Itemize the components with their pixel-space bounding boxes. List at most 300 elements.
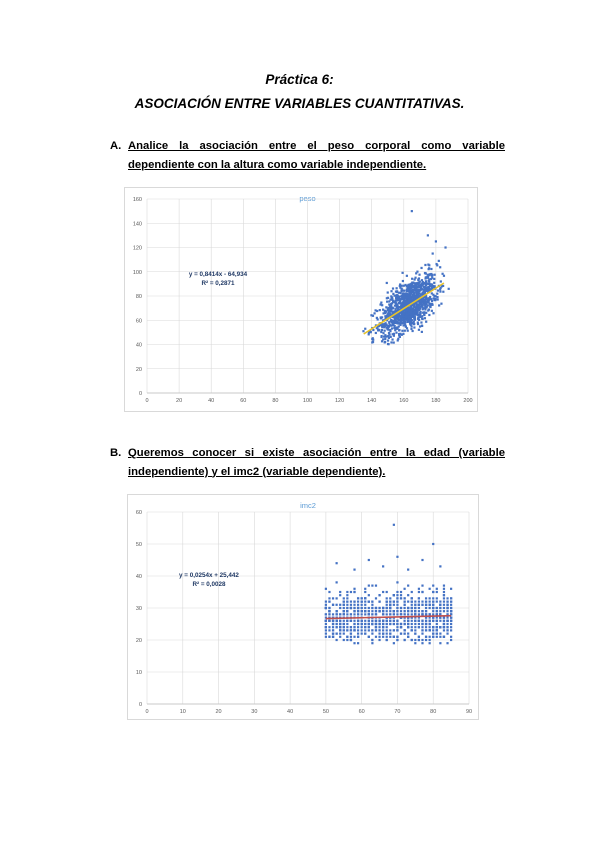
scatter-point (432, 604, 434, 606)
scatter-point (406, 275, 408, 277)
scatter-point (339, 633, 341, 635)
scatter-point (404, 629, 406, 631)
scatter-point (429, 636, 431, 638)
scatter-point (418, 588, 420, 590)
scatter-point (371, 607, 373, 609)
chart-imc2-equation-box (174, 571, 244, 589)
x-tick-label: 20 (215, 709, 222, 715)
scatter-point (353, 610, 355, 612)
scatter-point (427, 280, 429, 282)
scatter-point (423, 314, 425, 316)
scatter-point (396, 295, 398, 297)
scatter-point (368, 607, 370, 609)
scatter-point (364, 633, 366, 635)
scatter-point (393, 341, 395, 343)
scatter-point (407, 633, 409, 635)
scatter-point (450, 597, 452, 599)
scatter-point (432, 601, 434, 603)
scatter-point (346, 623, 348, 625)
scatter-point (421, 613, 423, 615)
scatter-point (405, 316, 407, 318)
scatter-point (346, 610, 348, 612)
scatter-point (353, 629, 355, 631)
question-b (110, 444, 505, 481)
scatter-point (336, 610, 338, 612)
scatter-point (436, 588, 438, 590)
scatter-point (436, 633, 438, 635)
scatter-point (406, 302, 408, 304)
scatter-point (450, 607, 452, 609)
scatter-point (433, 282, 435, 284)
x-tick-label: 160 (399, 398, 409, 404)
scatter-point (364, 597, 366, 599)
scatter-point (343, 610, 345, 612)
scatter-point (418, 295, 420, 297)
scatter-point (438, 260, 440, 262)
scatter-point (346, 594, 348, 596)
scatter-point (411, 639, 413, 641)
scatter-point (400, 597, 402, 599)
scatter-point (396, 613, 398, 615)
scatter-point (436, 636, 438, 638)
scatter-point (450, 636, 452, 638)
scatter-point (386, 623, 388, 625)
scatter-point (403, 317, 405, 319)
scatter-point (357, 607, 359, 609)
scatter-point (443, 626, 445, 628)
scatter-point (432, 585, 434, 587)
scatter-point (364, 623, 366, 625)
scatter-point (371, 633, 373, 635)
scatter-point (429, 620, 431, 622)
chart-imc2-svg (128, 495, 478, 719)
scatter-point (393, 311, 395, 313)
scatter-point (384, 336, 386, 338)
scatter-point (325, 604, 327, 606)
scatter-point (414, 277, 416, 279)
scatter-point (402, 301, 404, 303)
scatter-point (392, 322, 394, 324)
scatter-point (357, 633, 359, 635)
scatter-point (411, 601, 413, 603)
scatter-point (411, 623, 413, 625)
scatter-point (446, 604, 448, 606)
scatter-point (446, 620, 448, 622)
scatter-point (421, 623, 423, 625)
scatter-point (418, 591, 420, 593)
scatter-point (328, 620, 330, 622)
x-tick-label: 90 (465, 709, 473, 715)
scatter-point (403, 311, 405, 313)
scatter-point (400, 626, 402, 628)
scatter-point (414, 601, 416, 603)
scatter-point (389, 636, 391, 638)
scatter-point (386, 301, 388, 303)
scatter-point-outlier (368, 559, 370, 561)
scatter-point (422, 284, 424, 286)
scatter-point (325, 623, 327, 625)
scatter-point (375, 607, 377, 609)
scatter-point (375, 626, 377, 628)
scatter-point (364, 610, 366, 612)
x-tick-label: 80 (272, 398, 279, 404)
scatter-point (396, 639, 398, 641)
scatter-point (368, 601, 370, 603)
scatter-point (404, 639, 406, 641)
scatter-point (406, 327, 408, 329)
scatter-point (336, 597, 338, 599)
scatter-point (343, 633, 345, 635)
x-tick-label: 80 (430, 709, 437, 715)
scatter-point (446, 642, 448, 644)
scatter-point (328, 610, 330, 612)
x-tick-label: 50 (322, 709, 329, 715)
scatter-point (343, 607, 345, 609)
scatter-point (332, 604, 334, 606)
scatter-point (411, 607, 413, 609)
scatter-point (364, 601, 366, 603)
scatter-point (357, 629, 359, 631)
scatter-point (425, 623, 427, 625)
scatter-point (346, 636, 348, 638)
scatter-point (386, 629, 388, 631)
scatter-point (421, 302, 423, 304)
scatter-point (446, 601, 448, 603)
scatter-point (325, 601, 327, 603)
scatter-point (416, 308, 418, 310)
scatter-point (425, 280, 427, 282)
scatter-point (431, 286, 433, 288)
scatter-point (410, 324, 412, 326)
scatter-point (407, 623, 409, 625)
scatter-point (437, 298, 439, 300)
scatter-point (411, 613, 413, 615)
scatter-point (361, 633, 363, 635)
practice-subtitle: ASOCIACIÓN ENTRE VARIABLES CUANTITATIVAS. (134, 96, 465, 111)
scatter-point (429, 642, 431, 644)
scatter-point (427, 309, 429, 311)
y-tick-label: 120 (132, 245, 142, 252)
x-tick-label: 70 (394, 709, 401, 715)
scatter-point (393, 295, 395, 297)
scatter-point (357, 626, 359, 628)
scatter-point-outlier (432, 543, 434, 545)
scatter-point (381, 329, 383, 331)
scatter-point (389, 597, 391, 599)
scatter-point (441, 273, 443, 275)
scatter-point (443, 604, 445, 606)
scatter-point (396, 623, 398, 625)
x-tick-label: 20 (176, 398, 183, 404)
scatter-point (361, 607, 363, 609)
scatter-point (450, 617, 452, 619)
scatter-point (418, 607, 420, 609)
y-tick-label: 100 (132, 269, 142, 276)
scatter-point (375, 309, 377, 311)
scatter-point (336, 639, 338, 641)
scatter-point (432, 629, 434, 631)
scatter-point (384, 341, 386, 343)
scatter-point (382, 613, 384, 615)
scatter-point (350, 633, 352, 635)
scatter-point (421, 639, 423, 641)
scatter-point (339, 636, 341, 638)
scatter-point (368, 620, 370, 622)
scatter-point (411, 597, 413, 599)
chart-peso-r2: R² = 0,2871 (201, 280, 235, 287)
scatter-point (332, 620, 334, 622)
scatter-point (389, 604, 391, 606)
scatter-point (325, 633, 327, 635)
scatter-point (408, 285, 410, 287)
scatter-point (436, 613, 438, 615)
scatter-point (346, 604, 348, 606)
scatter-point (371, 610, 373, 612)
scatter-point (425, 306, 427, 308)
scatter-point (391, 338, 393, 340)
scatter-point (404, 610, 406, 612)
scatter-point (432, 633, 434, 635)
scatter-point (421, 629, 423, 631)
scatter-point (443, 588, 445, 590)
scatter-point (412, 330, 414, 332)
scatter-point (407, 610, 409, 612)
scatter-point-outlier (393, 524, 395, 526)
scatter-point (332, 597, 334, 599)
scatter-point (389, 330, 391, 332)
scatter-point (380, 316, 382, 318)
scatter-point (361, 620, 363, 622)
scatter-point (404, 324, 406, 326)
scatter-point (386, 591, 388, 593)
scatter-point (380, 331, 382, 333)
scatter-point (350, 639, 352, 641)
scatter-point (397, 308, 399, 310)
scatter-point (396, 591, 398, 593)
scatter-point (339, 623, 341, 625)
scatter-point (427, 276, 429, 278)
x-tick-label: 10 (179, 709, 186, 715)
scatter-point (410, 328, 412, 330)
scatter-point (386, 636, 388, 638)
scatter-point-outlier (407, 569, 409, 571)
scatter-point (378, 610, 380, 612)
scatter-point (396, 629, 398, 631)
scatter-point (336, 581, 338, 583)
scatter-point (401, 296, 403, 298)
scatter-point (350, 601, 352, 603)
scatter-point (325, 620, 327, 622)
scatter-point (436, 607, 438, 609)
scatter-point (414, 623, 416, 625)
scatter-point (378, 601, 380, 603)
scatter-point (404, 604, 406, 606)
scatter-point (393, 629, 395, 631)
scatter-point (417, 285, 419, 287)
scatter-point (400, 623, 402, 625)
x-tick-label: 40 (287, 709, 294, 715)
scatter-point (392, 333, 394, 335)
scatter-point (378, 607, 380, 609)
scatter-point (419, 289, 421, 291)
scatter-point (425, 610, 427, 612)
scatter-point (450, 601, 452, 603)
scatter-point (425, 312, 427, 314)
scatter-point (416, 311, 418, 313)
scatter-point (429, 639, 431, 641)
scatter-point (350, 613, 352, 615)
scatter-point (390, 303, 392, 305)
scatter-point (350, 636, 352, 638)
scatter-point (428, 264, 430, 266)
scatter-point (429, 613, 431, 615)
scatter-point (443, 610, 445, 612)
scatter-point (375, 636, 377, 638)
scatter-point (411, 629, 413, 631)
scatter-point (450, 610, 452, 612)
scatter-point (421, 626, 423, 628)
scatter-point (443, 607, 445, 609)
scatter-point (404, 620, 406, 622)
scatter-point (409, 288, 411, 290)
scatter-point (375, 332, 377, 334)
scatter-point (382, 629, 384, 631)
scatter-point (386, 282, 388, 284)
scatter-point (420, 312, 422, 314)
scatter-point (362, 330, 364, 332)
scatter-point (403, 296, 405, 298)
scatter-point (393, 620, 395, 622)
scatter-point (409, 320, 411, 322)
question-a-letter: A. (110, 140, 122, 152)
scatter-point (332, 623, 334, 625)
scatter-point (418, 274, 420, 276)
scatter-point (382, 610, 384, 612)
scatter-point (371, 642, 373, 644)
scatter-point (403, 293, 405, 295)
scatter-point (436, 610, 438, 612)
scatter-point (346, 591, 348, 593)
scatter-point (394, 329, 396, 331)
scatter-point (436, 293, 438, 295)
scatter-point (450, 639, 452, 641)
scatter-point (368, 629, 370, 631)
scatter-point (415, 285, 417, 287)
scatter-point (417, 314, 419, 316)
scatter-point (425, 597, 427, 599)
scatter-point (413, 289, 415, 291)
x-tick-label: 140 (367, 398, 377, 404)
scatter-point (429, 588, 431, 590)
scatter-point (368, 333, 370, 335)
scatter-point (408, 291, 410, 293)
scatter-point (353, 607, 355, 609)
scatter-point (393, 604, 395, 606)
scatter-point (385, 306, 387, 308)
scatter-point (400, 320, 402, 322)
chart-imc2-equation: y = 0,0254x + 25,442 (179, 572, 239, 579)
scatter-point (414, 642, 416, 644)
scatter-point (388, 303, 390, 305)
scatter-point (393, 642, 395, 644)
scatter-point (418, 597, 420, 599)
scatter-point (375, 585, 377, 587)
scatter-point (371, 585, 373, 587)
chart-imc2-r2: R² = 0,0028 (192, 581, 226, 588)
scatter-point (418, 604, 420, 606)
scatter-point (343, 623, 345, 625)
scatter-point (406, 294, 408, 296)
scatter-point (418, 613, 420, 615)
scatter-point (379, 309, 381, 311)
scatter-point (402, 280, 404, 282)
scatter-point (414, 610, 416, 612)
scatter-point (364, 591, 366, 593)
scatter-point (378, 626, 380, 628)
scatter-point (400, 610, 402, 612)
y-tick-label: 0 (138, 391, 142, 397)
scatter-point (332, 613, 334, 615)
scatter-point (353, 604, 355, 606)
scatter-point (446, 607, 448, 609)
scatter-point (413, 309, 415, 311)
scatter-point (387, 339, 389, 341)
scatter-point (343, 604, 345, 606)
scatter-point (424, 289, 426, 291)
scatter-point (375, 623, 377, 625)
chart-peso-equation-box (183, 270, 253, 288)
scatter-point (411, 610, 413, 612)
scatter-point (429, 604, 431, 606)
scatter-point (400, 288, 402, 290)
scatter-point (371, 639, 373, 641)
scatter-point (414, 629, 416, 631)
scatter-point (434, 299, 436, 301)
scatter-point (364, 607, 366, 609)
scatter-point (419, 281, 421, 283)
scatter-point (436, 617, 438, 619)
scatter-point (425, 272, 427, 274)
scatter-point (442, 291, 444, 293)
y-tick-label: 50 (135, 542, 142, 548)
scatter-point (325, 629, 327, 631)
scatter-point (388, 322, 390, 324)
scatter-point (404, 613, 406, 615)
scatter-point (386, 604, 388, 606)
scatter-point (364, 613, 366, 615)
scatter-point (389, 607, 391, 609)
scatter-point (434, 274, 436, 276)
scatter-point (418, 277, 420, 279)
scatter-point (325, 636, 327, 638)
x-tick-label: 180 (431, 398, 441, 404)
scatter-point (426, 283, 428, 285)
scatter-point (421, 633, 423, 635)
scatter-point (439, 636, 441, 638)
scatter-point (357, 636, 359, 638)
scatter-point (431, 277, 433, 279)
scatter-point (350, 620, 352, 622)
scatter-points (362, 210, 449, 345)
scatter-point (353, 591, 355, 593)
scatter-point (396, 287, 398, 289)
scatter-point (339, 613, 341, 615)
scatter-point (343, 626, 345, 628)
scatter-point (380, 301, 382, 303)
scatter-point (436, 597, 438, 599)
scatter-point (410, 292, 412, 294)
scatter-point (404, 330, 406, 332)
